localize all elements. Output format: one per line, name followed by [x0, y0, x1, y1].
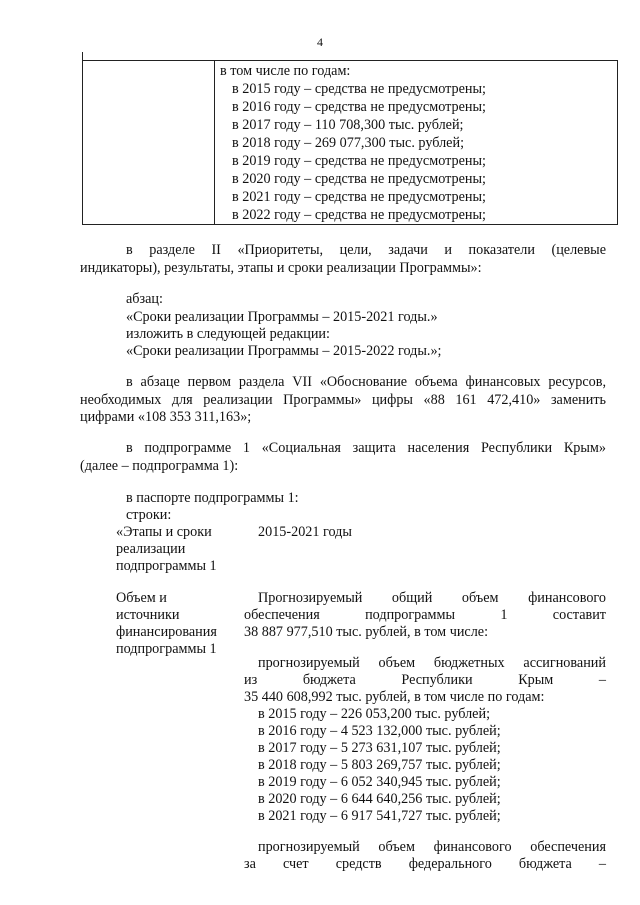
abzac-new-text: «Сроки реализации Программы – 2015-2022 годы.»;: [126, 343, 442, 359]
budget-year-line: в 2015 году – 226 053,200 тыс. рублей;: [258, 706, 491, 722]
table-year-line: в 2019 году – средства не предусмотрены;: [232, 153, 486, 169]
budget-year-line: в 2017 году – 5 273 631,107 тыс. рублей;: [258, 740, 501, 756]
abzac-old-text: «Сроки реализации Программы – 2015-2021 годы.»: [126, 309, 438, 325]
table-year-line: в 2022 году – средства не предусмотрены;: [232, 207, 486, 223]
section2-line2: индикаторы), результаты, этапы и сроки реализации Программы»:: [80, 260, 482, 276]
table-year-line: в 2016 году – средства не предусмотрены;: [232, 99, 486, 115]
page-number: 4: [317, 35, 323, 49]
budget-year-line: в 2021 году – 6 917 541,727 тыс. рублей;: [258, 808, 501, 824]
volume-label: Объем и: [116, 590, 167, 606]
stages-value: 2015-2021 годы: [258, 524, 352, 540]
stages-label: подпрограммы 1: [116, 558, 217, 574]
table-border-left: [82, 52, 83, 224]
table-year-line: в 2021 году – средства не предусмотрены;: [232, 189, 486, 205]
section7-line2: необходимых для реализации Программы» цифры «88 161 472,410» заменить: [80, 392, 606, 408]
budget-year-line: в 2016 году – 4 523 132,000 тыс. рублей;: [258, 723, 501, 739]
budget-text: 35 440 608,992 тыс. рублей, в том числе по годам:: [244, 689, 545, 705]
budget-text: прогнозируемый объем бюджетных ассигнований: [258, 655, 606, 671]
table-heading: в том числе по годам:: [220, 63, 351, 79]
table-year-line: в 2017 году – 110 708,300 тыс. рублей;: [232, 117, 464, 133]
passport-line2: строки:: [126, 507, 172, 523]
volume-text: 38 887 977,510 тыс. рублей, в том числе:: [244, 624, 489, 640]
stages-label: «Этапы и сроки: [116, 524, 212, 540]
section7-line1: в абзаце первом раздела VII «Обоснование объема финансовых ресурсов,: [126, 374, 606, 390]
financing-table: [82, 60, 618, 225]
federal-text: прогнозируемый объем финансового обеспечения: [258, 839, 606, 855]
stages-label: реализации: [116, 541, 186, 557]
section7-line3: цифрами «108 353 311,163»;: [80, 409, 252, 425]
table-border-right: [617, 60, 618, 225]
subprogram-line2: (далее – подпрограмма 1):: [80, 458, 239, 474]
table-border-top: [82, 60, 618, 61]
budget-year-line: в 2018 году – 5 803 269,757 тыс. рублей;: [258, 757, 501, 773]
table-year-line: в 2020 году – средства не предусмотрены;: [232, 171, 486, 187]
table-column-divider: [214, 60, 215, 225]
budget-text: из бюджета Республики Крым –: [244, 672, 606, 688]
table-year-line: в 2015 году – средства не предусмотрены;: [232, 81, 486, 97]
volume-label: подпрограммы 1: [116, 641, 217, 657]
passport-line1: в паспорте подпрограммы 1:: [126, 490, 299, 506]
abzac-label: абзац:: [126, 291, 163, 307]
volume-text: Прогнозируемый общий объем финансового: [258, 590, 606, 606]
volume-label: источники: [116, 607, 180, 623]
table-year-line: в 2018 году – 269 077,300 тыс. рублей;: [232, 135, 465, 151]
budget-year-line: в 2019 году – 6 052 340,945 тыс. рублей;: [258, 774, 501, 790]
federal-text: за счет средств федерального бюджета –: [244, 856, 606, 872]
volume-text: обеспечения подпрограммы 1 составит: [244, 607, 606, 623]
section2-line1: в разделе II «Приоритеты, цели, задачи и показатели (целевые: [126, 242, 606, 258]
subprogram-line1: в подпрограмме 1 «Социальная защита населения Республики Крым»: [126, 440, 606, 456]
budget-year-line: в 2020 году – 6 644 640,256 тыс. рублей;: [258, 791, 501, 807]
abzac-instruction: изложить в следующей редакции:: [126, 326, 330, 342]
volume-label: финансирования: [116, 624, 217, 640]
